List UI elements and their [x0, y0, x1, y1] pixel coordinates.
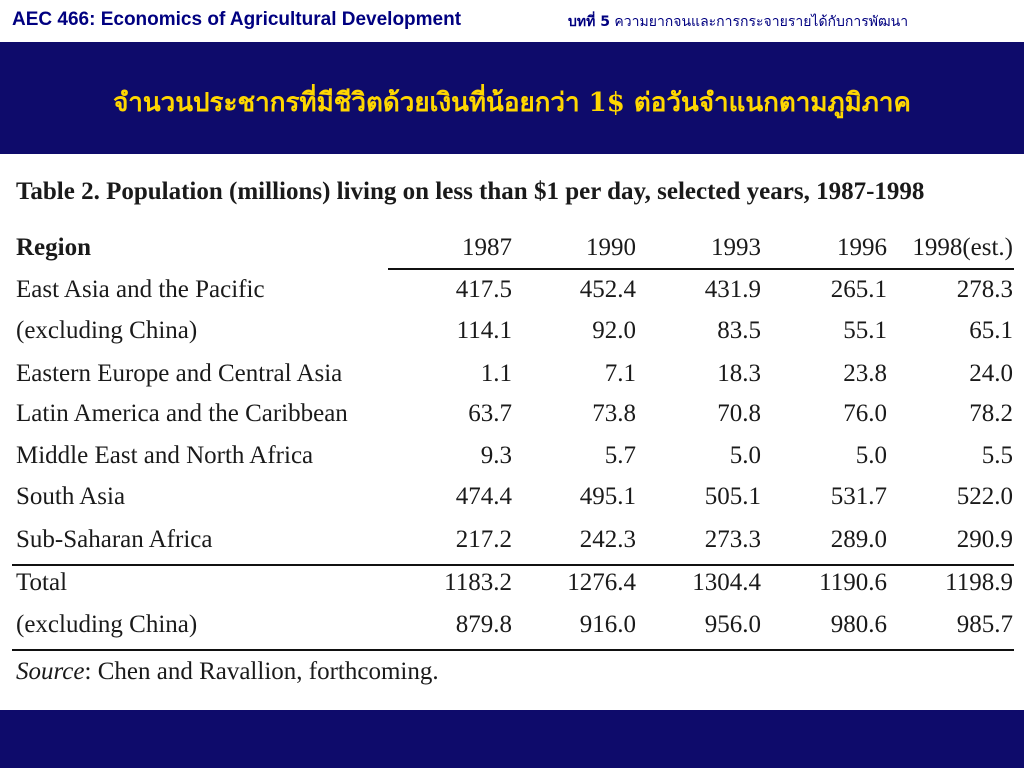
table-cell: 7.1	[604, 360, 636, 387]
table-cell: 273.3	[704, 526, 761, 553]
table-cell: 217.2	[455, 526, 512, 553]
table-cell: 452.4	[579, 276, 636, 303]
table-cell: 980.6	[830, 611, 887, 638]
region-label: South Asia	[16, 483, 126, 510]
top-header	[0, 0, 1024, 42]
table-cell: 1190.6	[819, 569, 887, 596]
table-row	[0, 317, 1024, 357]
table-cell: 5.5	[981, 442, 1013, 469]
title-banner	[0, 42, 1024, 154]
table-cell: 76.0	[843, 400, 887, 427]
table-cell: 23.8	[843, 360, 887, 387]
table-cell: 265.1	[830, 276, 887, 303]
table-cell: 18.3	[717, 360, 761, 387]
region-label: Middle East and North Africa	[16, 442, 314, 469]
table-row	[0, 526, 1024, 566]
table-cell: 916.0	[579, 611, 636, 638]
total-label: Total	[16, 569, 68, 596]
year-header: 1998(est.)	[912, 234, 1013, 261]
year-header: 1996	[837, 234, 887, 261]
table-row	[0, 276, 1024, 316]
table-cell: 956.0	[704, 611, 761, 638]
footer-bar	[0, 710, 1024, 768]
table-cell: 78.2	[969, 400, 1013, 427]
table-cell: 92.0	[592, 317, 636, 344]
course-title: AEC 466: Economics of Agricultural Development	[12, 9, 462, 30]
table-cell: 495.1	[579, 483, 636, 510]
bottom-rule	[12, 649, 1014, 651]
table-cell: 242.3	[579, 526, 636, 553]
year-header: 1987	[462, 234, 512, 261]
region-label: East Asia and the Pacific	[16, 276, 265, 303]
table-cell: 431.9	[704, 276, 761, 303]
year-header: 1993	[711, 234, 761, 261]
table-cell: 9.3	[480, 442, 512, 469]
region-label: (excluding China)	[16, 317, 198, 344]
table-row	[0, 400, 1024, 440]
region-label: Eastern Europe and Central Asia	[16, 360, 343, 387]
table-cell: 55.1	[843, 317, 887, 344]
table-cell: 289.0	[830, 526, 887, 553]
table-row	[0, 442, 1024, 482]
table-cell: 1304.4	[692, 569, 761, 596]
table-cell: 417.5	[455, 276, 512, 303]
region-column-header: Region	[16, 234, 91, 261]
slide-title: จำนวนประชากรที่มีชีวิตด้วยเงินที่น้อยกว่า 1$ ต่อวันจำแนกตามภูมิภาค	[113, 88, 911, 118]
table-cell: 879.8	[455, 611, 512, 638]
total-row	[0, 569, 1024, 609]
table-cell: 1198.9	[945, 569, 1013, 596]
region-label: Sub-Saharan Africa	[16, 526, 213, 553]
table-cell: 70.8	[717, 400, 761, 427]
table-cell: 73.8	[592, 400, 636, 427]
region-label: Latin America and the Caribbean	[16, 400, 348, 427]
source-text: : Chen and Ravallion, forthcoming.	[84, 658, 439, 685]
year-header: 1990	[586, 234, 636, 261]
table-cell: 114.1	[456, 317, 512, 344]
table-cell: 63.7	[468, 400, 512, 427]
table-cell: 985.7	[956, 611, 1013, 638]
table-cell: 505.1	[704, 483, 761, 510]
table-cell: 5.0	[729, 442, 761, 469]
table-cell: 5.7	[604, 442, 636, 469]
chapter-label: บทที่ 5	[568, 14, 610, 30]
table-cell: 24.0	[969, 360, 1013, 387]
source-label: Source	[16, 658, 85, 685]
table-cell: 5.0	[855, 442, 887, 469]
table-row	[0, 483, 1024, 523]
table-cell: 522.0	[956, 483, 1013, 510]
header-rule	[388, 268, 1014, 270]
table-figure	[0, 154, 1024, 710]
source-note	[16, 658, 439, 686]
table-cell: 474.4	[455, 483, 512, 510]
table-cell: 1183.2	[444, 569, 512, 596]
total-row	[0, 611, 1024, 651]
table-row	[0, 360, 1024, 400]
total-rule	[12, 564, 1014, 566]
table-cell: 1.1	[480, 360, 512, 387]
table-cell: 83.5	[717, 317, 761, 344]
table-cell: 278.3	[956, 276, 1013, 303]
table-cell: 65.1	[969, 317, 1013, 344]
table-cell: 290.9	[956, 526, 1013, 553]
chapter-title: ความยากจนและการกระจายรายได้กับการพัฒนา	[614, 14, 909, 30]
table-cell: 531.7	[830, 483, 887, 510]
chapter-heading	[568, 11, 908, 33]
total-label: (excluding China)	[16, 611, 198, 638]
table-cell: 1276.4	[567, 569, 636, 596]
table-caption: Table 2. Population (millions) living on less than $1 per day, selected years, 1987-1998	[16, 178, 925, 205]
